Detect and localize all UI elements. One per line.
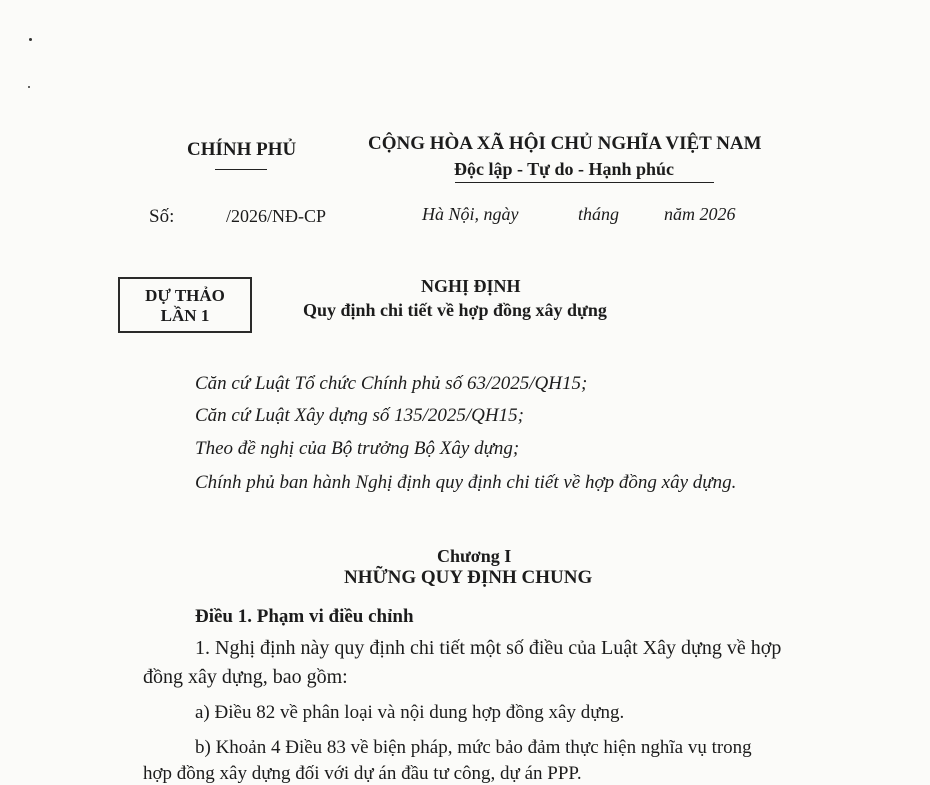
agency-underline	[215, 169, 267, 170]
issuing-agency: CHÍNH PHỦ	[187, 139, 297, 160]
chapter-name: NHỮNG QUY ĐỊNH CHUNG	[344, 567, 593, 588]
place-date-day: Hà Nội, ngày	[422, 204, 519, 224]
document-subject: Quy định chi tiết về hợp đồng xây dựng	[303, 300, 607, 320]
document-number: /2026/NĐ-CP	[226, 206, 327, 226]
preamble-line: Căn cứ Luật Tổ chức Chính phủ số 63/2025/QH15;	[195, 373, 588, 394]
chapter-label: Chương I	[437, 546, 512, 566]
preamble-line: Chính phủ ban hành Nghị định quy định chi tiết về hợp đồng xây dựng.	[195, 472, 737, 493]
article-item: a) Điều 82 về phân loại và nội dung hợp đồng xây dựng.	[195, 702, 625, 723]
place-date-year: năm 2026	[664, 204, 736, 224]
number-label: Số:	[149, 206, 175, 227]
country-name: CỘNG HÒA XÃ HỘI CHỦ NGHĨA VIỆT NAM	[368, 133, 762, 154]
preamble-line: Theo đề nghị của Bộ trưởng Bộ Xây dựng;	[195, 438, 520, 459]
article-heading: Điều 1. Phạm vi điều chỉnh	[195, 606, 414, 627]
national-motto: Độc lập - Tự do - Hạnh phúc	[454, 159, 675, 179]
draft-stamp-line1: DỰ THẢO	[145, 286, 225, 305]
article-paragraph: đồng xây dựng, bao gồm:	[143, 666, 348, 688]
article-item: hợp đồng xây dựng đối với dự án đầu tư công, dự án PPP.	[143, 763, 582, 784]
document-type: NGHỊ ĐỊNH	[421, 276, 521, 296]
scan-speck	[29, 38, 32, 41]
draft-stamp	[118, 277, 252, 333]
preamble-line: Căn cứ Luật Xây dựng số 135/2025/QH15;	[195, 405, 524, 426]
draft-stamp-line2: LẦN 1	[160, 306, 210, 325]
place-date-month: tháng	[578, 204, 620, 224]
article-paragraph: 1. Nghị định này quy định chi tiết một số điều của Luật Xây dựng về hợp	[195, 637, 782, 659]
article-item: b) Khoản 4 Điều 83 về biện pháp, mức bảo đảm thực hiện nghĩa vụ trong	[195, 737, 752, 758]
scan-speck	[28, 86, 30, 88]
motto-underline	[455, 182, 714, 183]
